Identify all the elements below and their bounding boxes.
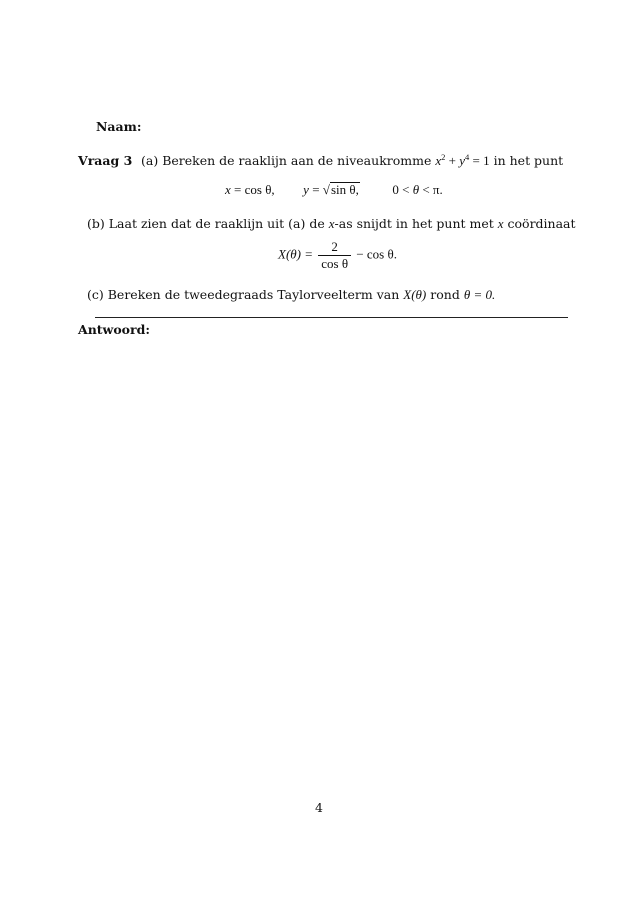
fraction-numerator: 2 — [331, 239, 338, 254]
param-x: x = cos θ, — [225, 182, 275, 197]
part-b-marker: (b) — [87, 216, 105, 231]
parametrization — [225, 182, 443, 198]
part-c-line: (c) Bereken de tweedegraads Taylorveelterm van X(θ) rond θ = 0. — [87, 287, 496, 302]
formula-lhs: X(θ) = — [278, 246, 314, 262]
answer-label: Antwoord: — [78, 322, 150, 337]
formula-rhs: − cos θ. — [356, 246, 397, 262]
page-number: 4 — [315, 800, 323, 815]
level-curve-equation: $x^2 + y^4 = 1$ — [435, 152, 490, 168]
part-a-text-after: in het punt — [493, 153, 564, 168]
name-label: Naam: — [96, 119, 142, 134]
part-a-line — [141, 153, 563, 169]
param-range: 0 < θ < π. — [392, 182, 443, 197]
part-a-text: Bereken de raaklijn aan de niveaukromme — [162, 153, 432, 168]
part-a-marker: (a) — [141, 153, 159, 168]
fraction-denominator: cos θ — [318, 255, 351, 271]
part-b-line: (b) Laat zien dat de raaklijn uit (a) de x-as snijdt in het punt met x coördinaat — [87, 216, 576, 231]
part-c-marker: (c) — [87, 287, 104, 302]
formula-x-theta — [278, 240, 397, 271]
question-label: Vraag 3 — [78, 153, 133, 168]
param-y: y = √sin θ, — [303, 182, 359, 197]
fraction — [318, 240, 351, 271]
separator-line — [95, 317, 568, 318]
